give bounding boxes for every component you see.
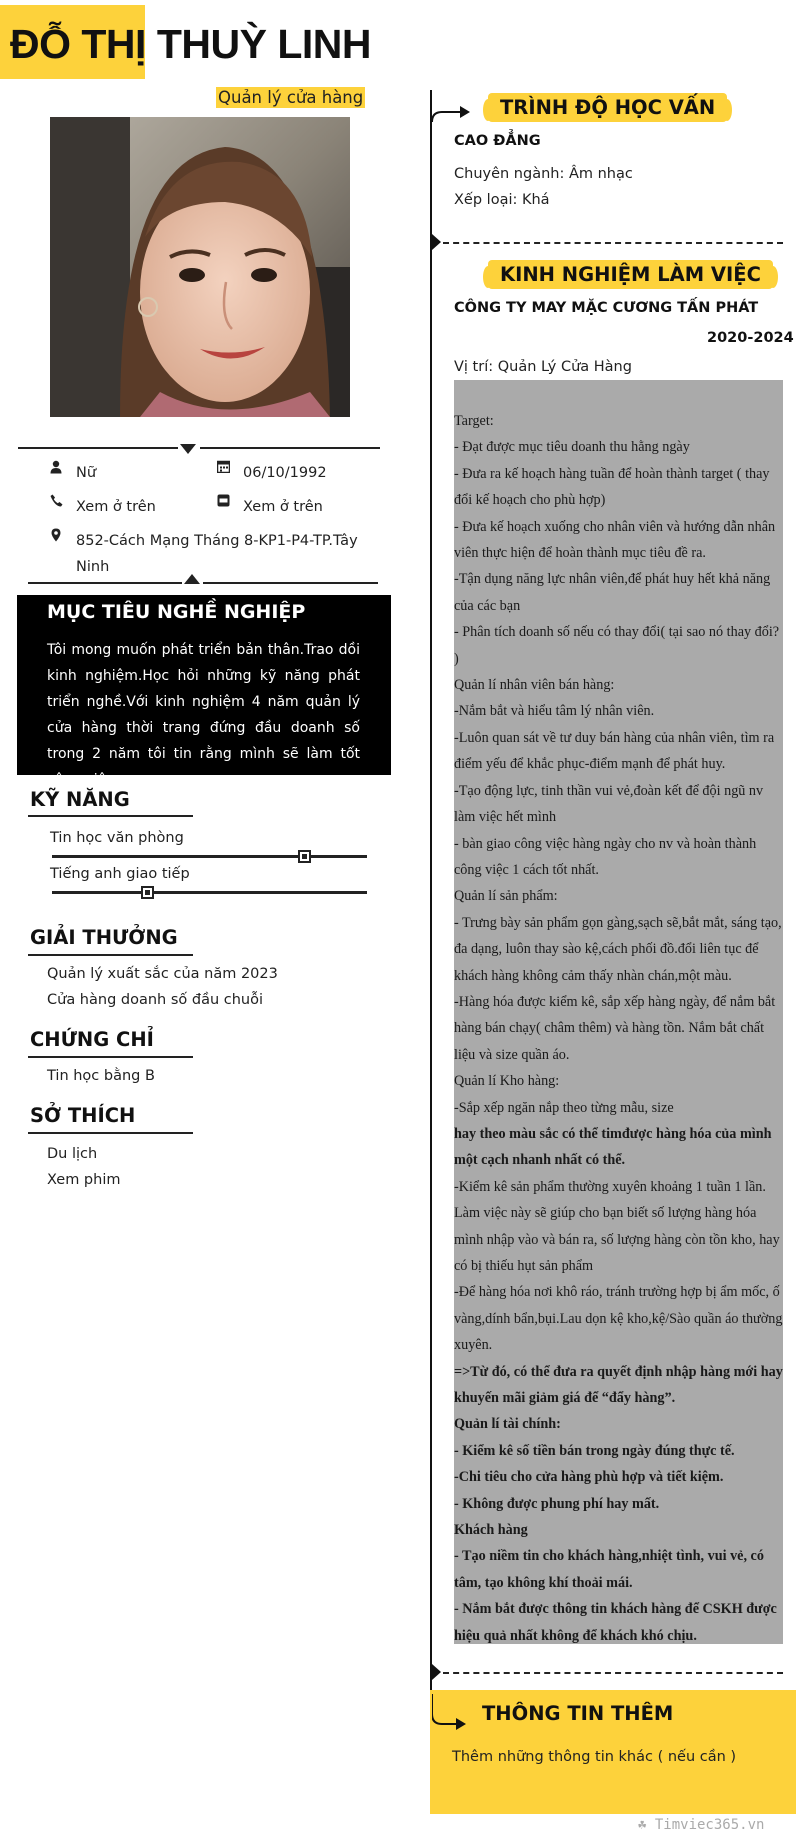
experience-line: mình nhập vào và bán ra, số lượng hàng còn tồn kho, hay bbox=[454, 1231, 780, 1248]
experience-line: - Đưa ra kế hoạch hàng tuần để hoàn thành target ( thay bbox=[454, 465, 770, 482]
contact-divider-top bbox=[18, 444, 380, 456]
experience-line: - Kiểm kê số tiền bán trong ngày đúng thực tế. bbox=[454, 1442, 735, 1459]
experience-line: -Chi tiêu cho cửa hàng phù hợp và tiết kiệm. bbox=[454, 1469, 724, 1486]
experience-line: -Hàng hóa được kiểm kê, sắp xếp hàng ngày, để nắm bắt bbox=[454, 993, 776, 1010]
candidate-name: ĐỖ THỊ THUỲ LINH bbox=[10, 21, 371, 67]
education-major: Chuyên ngành: Âm nhạc bbox=[454, 166, 633, 182]
calendar-icon bbox=[209, 460, 237, 480]
phone-icon bbox=[42, 494, 70, 514]
email-value: Xem ở trên bbox=[243, 499, 323, 515]
experience-line: Làm việc này sẽ giúp cho bạn biết số lượng hàng hóa bbox=[454, 1205, 757, 1222]
experience-line: khách hàng không cảm thấy nhàn chán,một màu. bbox=[454, 967, 732, 984]
timeline-marker bbox=[432, 234, 441, 250]
experience-company: CÔNG TY MAY MẶC CƯƠNG TẤN PHÁT bbox=[454, 300, 759, 316]
experience-position: Vị trí: Quản Lý Cửa Hàng bbox=[454, 359, 632, 375]
objective-section bbox=[17, 595, 391, 788]
education-level: CAO ĐẲNG bbox=[454, 133, 541, 149]
experience-line: -Luôn quan sát về tư duy bán hàng của nhân viên, tìm ra bbox=[454, 729, 775, 746]
extra-info-title: THÔNG TIN THÊM bbox=[482, 1702, 674, 1725]
hobbies-underline bbox=[28, 1132, 193, 1134]
gender-value: Nữ bbox=[76, 465, 97, 481]
watermark: ☘ Timviec365.vn bbox=[638, 1817, 765, 1833]
awards-title: GIẢI THƯỞNG bbox=[30, 926, 178, 949]
hobby-item: Xem phim bbox=[47, 1172, 121, 1188]
gender-row bbox=[42, 460, 96, 486]
certificates-title: CHỨNG CHỈ bbox=[30, 1028, 154, 1051]
experience-line: một cạch nhanh nhất có thể. bbox=[454, 1152, 626, 1169]
phone-row bbox=[42, 494, 156, 520]
timeline-line bbox=[430, 90, 432, 1812]
objective-title: MỤC TIÊU NGHỀ NGHIỆP bbox=[47, 601, 306, 623]
email-row bbox=[209, 494, 323, 520]
experience-line: - Phân tích doanh số nếu có thay đổi( tại sao nó thay đổi? bbox=[454, 624, 780, 641]
arrow-right-icon bbox=[432, 100, 472, 124]
address-line-1: 852-Cách Mạng Tháng 8-KP1-P4-TP.Tây bbox=[76, 533, 358, 549]
experience-line: -Sắp xếp ngăn nắp theo từng mẫu, size bbox=[454, 1099, 674, 1116]
awards-underline bbox=[28, 954, 193, 956]
name-header bbox=[0, 5, 420, 79]
email-icon bbox=[209, 494, 237, 514]
experience-line: có bị thiếu hụt sản phẩm bbox=[454, 1258, 594, 1274]
experience-line: đa dạng, luôn thay sào kệ,cách phối đồ.đổi liên tục để bbox=[454, 941, 759, 958]
experience-line: vàng,dính bẩn,bụi.Lau dọn kệ kho,kệ/Sào quần áo thường bbox=[454, 1310, 783, 1327]
birthday-row bbox=[209, 460, 327, 486]
skill-slider bbox=[52, 855, 367, 858]
experience-line: của các bạn bbox=[454, 597, 521, 614]
timeline-marker bbox=[432, 1664, 441, 1680]
certificates-underline bbox=[28, 1056, 193, 1058]
experience-line: hàng bán chạy( châm thêm) và hàng tồn. Nắm bắt chất bbox=[454, 1020, 765, 1037]
experience-line: Quản lí sản phẩm: bbox=[454, 888, 558, 905]
award-item: Cửa hàng doanh số đầu chuỗi bbox=[47, 992, 264, 1008]
experience-line: điểm yếu để khắc phục-điểm mạnh để phát huy. bbox=[454, 756, 726, 773]
experience-line: - Trưng bày sản phẩm gọn gàng,sạch sẽ,bắt mắt, sáng tạo, bbox=[454, 914, 782, 931]
avatar bbox=[50, 117, 350, 417]
arrow-right-icon bbox=[432, 1690, 472, 1730]
address-value bbox=[76, 528, 366, 580]
experience-line: hiệu quả nhất không để khách khó chịu. bbox=[454, 1627, 697, 1644]
experience-line: =>Từ đó, có thể đưa ra quyết định nhập hàng mới hay bbox=[454, 1363, 783, 1380]
birthday-value: 06/10/1992 bbox=[243, 465, 327, 481]
experience-line: ) bbox=[454, 650, 459, 667]
education-rank: Xếp loại: Khá bbox=[454, 192, 550, 208]
experience-line: Target: bbox=[454, 413, 494, 429]
experience-title: KINH NGHIỆM LÀM VIỆC bbox=[488, 260, 773, 289]
skill-knob bbox=[141, 886, 154, 899]
experience-line: Quản lí nhân viên bán hàng: bbox=[454, 677, 615, 694]
experience-period: 2020-2024 bbox=[707, 330, 794, 346]
experience-line: -Nắm bắt và hiểu tâm lý nhân viên. bbox=[454, 703, 655, 720]
experience-line: - Đạt được mục tiêu doanh thu hằng ngày bbox=[454, 439, 690, 456]
experience-details bbox=[454, 408, 783, 1649]
experience-line: -Kiểm kê sản phẩm thường xuyên khoảng 1 tuần 1 lần. bbox=[454, 1178, 766, 1195]
experience-line: - bàn giao công việc hàng ngày cho nv và hoàn thành bbox=[454, 835, 757, 852]
experience-line: công việc 1 cách tốt nhất. bbox=[454, 861, 599, 878]
job-title: Quản lý cửa hàng bbox=[218, 88, 364, 107]
skill-slider bbox=[52, 891, 367, 894]
experience-line: làm việc hết mình bbox=[454, 809, 557, 826]
certificate-item: Tin học bằng B bbox=[47, 1068, 155, 1084]
education-title: TRÌNH ĐỘ HỌC VẤN bbox=[488, 93, 727, 122]
experience-line: - Không được phung phí hay mất. bbox=[454, 1495, 660, 1512]
address-line-2: Ninh bbox=[76, 559, 110, 575]
experience-line: tâm, tạo không khí thoải mái. bbox=[454, 1574, 633, 1591]
experience-line: xuyên. bbox=[454, 1337, 493, 1354]
experience-line: Quản lí Kho hàng: bbox=[454, 1073, 560, 1090]
experience-line: - Tạo niềm tin cho khách hàng,nhiệt tình, vui vẻ, có bbox=[454, 1548, 764, 1565]
experience-line: -Để hàng hóa nơi khô ráo, tránh trường hợp bị ẩm mốc, ố bbox=[454, 1284, 780, 1301]
objective-text: Tôi mong muốn phát triển bản thân.Trao dồi kinh nghiệm.Học hỏi những kỹ năng phát triển nghề.Với kinh nghiệm 4 năm quản lý cửa hàng thời trang đứng đầu doanh số trong 2 năm tôi tin rằng mình sẽ làm tốt công việc. bbox=[47, 642, 360, 788]
experience-line: Quản lí tài chính: bbox=[454, 1416, 561, 1433]
experience-line: hay theo màu sắc có thể timđược hàng hóa của mình bbox=[454, 1125, 772, 1142]
experience-line: khuyến mãi giảm giá để “đẩy hàng”. bbox=[454, 1390, 676, 1407]
experience-line: đổi kế hoạch cho phù hợp) bbox=[454, 492, 606, 509]
experience-line: -Tận dụng năng lực nhân viên,để phát huy hết khả năng bbox=[454, 571, 771, 588]
skills-title: KỸ NĂNG bbox=[30, 788, 130, 811]
award-item: Quản lý xuất sắc của năm 2023 bbox=[47, 966, 278, 982]
experience-line: liệu và size quần áo. bbox=[454, 1046, 570, 1063]
phone-value: Xem ở trên bbox=[76, 499, 156, 515]
map-pin-icon bbox=[42, 528, 70, 549]
section-divider bbox=[443, 1672, 783, 1674]
skill-label: Tiếng anh giao tiếp bbox=[50, 866, 190, 882]
experience-line: - Nắm bắt được thông tin khách hàng để CSKH được bbox=[454, 1601, 777, 1618]
skill-knob bbox=[298, 850, 311, 863]
address-row bbox=[42, 528, 366, 580]
experience-line: - Đưa kế hoạch xuống cho nhân viên và hướng dẫn nhân bbox=[454, 518, 776, 535]
skill-label: Tin học văn phòng bbox=[50, 830, 184, 846]
contact-divider-bottom bbox=[28, 574, 378, 586]
hobby-item: Du lịch bbox=[47, 1146, 98, 1162]
experience-line: Khách hàng bbox=[454, 1522, 528, 1539]
skills-underline bbox=[28, 815, 193, 817]
user-icon bbox=[42, 460, 70, 481]
extra-info-text: Thêm những thông tin khác ( nếu cần ) bbox=[452, 1749, 737, 1765]
experience-line: viên thực hiện để hoàn thành mục tiêu đề ra. bbox=[454, 545, 706, 562]
experience-line: -Tạo động lực, tinh thần vui vẻ,đoàn kết để đội ngũ nv bbox=[454, 782, 764, 799]
hobbies-title: SỞ THÍCH bbox=[30, 1104, 136, 1127]
section-divider bbox=[443, 242, 783, 244]
